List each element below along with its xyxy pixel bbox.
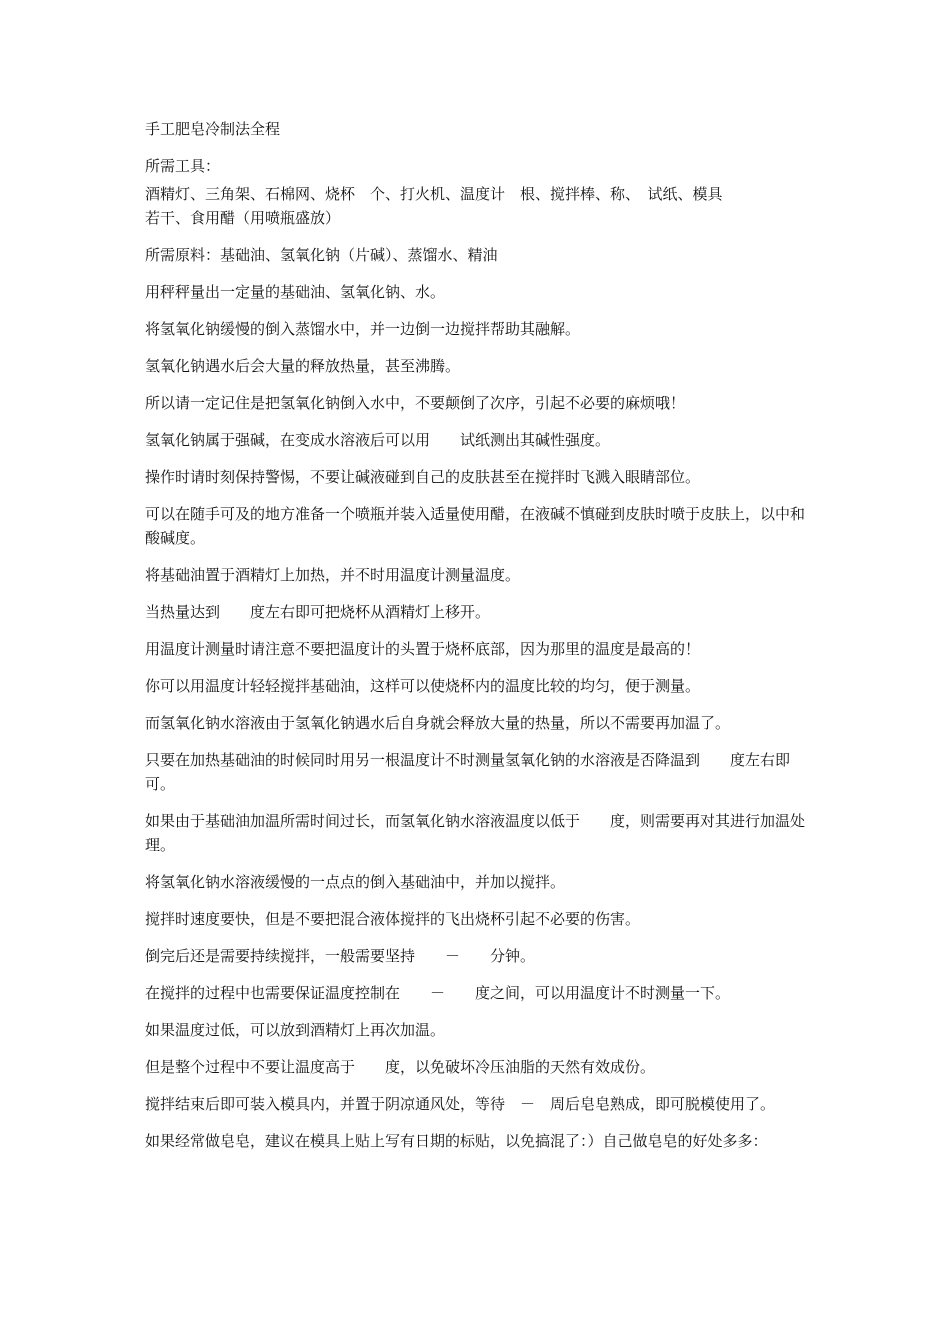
paragraph: 将氢氧化钠缓慢的倒入蒸馏水中，并一边倒一边搅拌帮助其融解。: [145, 320, 581, 338]
paragraph: 在搅拌的过程中也需要保证温度控制在 － 度之间，可以用温度计不时测量一下。: [145, 984, 731, 1002]
paragraph: 搅拌时速度要快，但是不要把混合液体搅拌的飞出烧杯引起不必要的伤害。: [145, 910, 641, 928]
paragraph: 而氢氧化钠水溶液由于氢氧化钠遇水后自身就会释放大量的热量，所以不需要再加温了。: [145, 714, 731, 732]
document-title: 手工肥皂冷制法全程: [145, 120, 281, 138]
document-page: [145, 118, 810, 1166]
paragraph: 将氢氧化钠水溶液缓慢的一点点的倒入基础油中，并加以搅拌。: [145, 873, 566, 891]
paragraph: 搅拌结束后即可装入模具内，并置于阴凉通风处，等待 － 周后皂皂熟成，即可脱模使用了。: [145, 1095, 776, 1113]
paragraph: 如果经常做皂皂，建议在模具上贴上写有日期的标贴，以免搞混了：）自己做皂皂的好处多多：: [145, 1132, 768, 1150]
paragraph: 如果由于基础油加温所需时间过长，而氢氧化钠水溶液温度以低于 度，则需要再对其进行加温处理。: [145, 812, 806, 854]
paragraph: 只要在加热基础油的时候同时用另一根温度计不时测量氢氧化钠的水溶液是否降温到 度左右即可。: [145, 751, 791, 793]
paragraph: 将基础油置于酒精灯上加热，并不时用温度计测量温度。: [145, 566, 521, 584]
paragraph: 如果温度过低，可以放到酒精灯上再次加温。: [145, 1021, 446, 1039]
paragraph: 操作时请时刻保持警惕，不要让碱液碰到自己的皮肤甚至在搅拌时飞溅入眼睛部位。: [145, 468, 701, 486]
paragraph: 用秤秤量出一定量的基础油、氢氧化钠、水。: [145, 283, 446, 301]
tools-line-2: 若干、食用醋（用喷瓶盛放）: [145, 209, 341, 227]
paragraph: 你可以用温度计轻轻搅拌基础油，这样可以使烧杯内的温度比较的均匀，便于测量。: [145, 677, 701, 695]
materials-paragraph: 所需原料：基础油、氢氧化钠（片碱）、蒸馏水、精油: [145, 246, 498, 264]
paragraph: 可以在随手可及的地方准备一个喷瓶并装入适量使用醋，在液碱不慎碰到皮肤时喷于皮肤上，以中和酸碱度。: [145, 505, 806, 547]
paragraph: 倒完后还是需要持续搅拌，一般需要坚持 － 分钟。: [145, 947, 536, 965]
paragraph: 但是整个过程中不要让温度高于 度，以免破坏冷压油脂的天然有效成份。: [145, 1058, 656, 1076]
paragraph: 氢氧化钠遇水后会大量的释放热量，甚至沸腾。: [145, 357, 461, 375]
paragraph: 氢氧化钠属于强碱，在变成水溶液后可以用 试纸测出其碱性强度。: [145, 431, 611, 449]
tools-list: [145, 182, 810, 230]
tools-heading: 所需工具：: [145, 157, 221, 175]
paragraph: 当热量达到 度左右即可把烧杯从酒精灯上移开。: [145, 603, 491, 621]
paragraph: 所以请一定记住是把氢氧化钠倒入水中，不要颠倒了次序，引起不必要的麻烦哦！: [145, 394, 686, 412]
paragraph: 用温度计测量时请注意不要把温度计的头置于烧杯底部，因为那里的温度是最高的！: [145, 640, 701, 658]
tools-line-1: 酒精灯、三角架、石棉网、烧杯 个、打火机、温度计 根、搅拌棒、称、 试纸、模具: [145, 185, 723, 203]
